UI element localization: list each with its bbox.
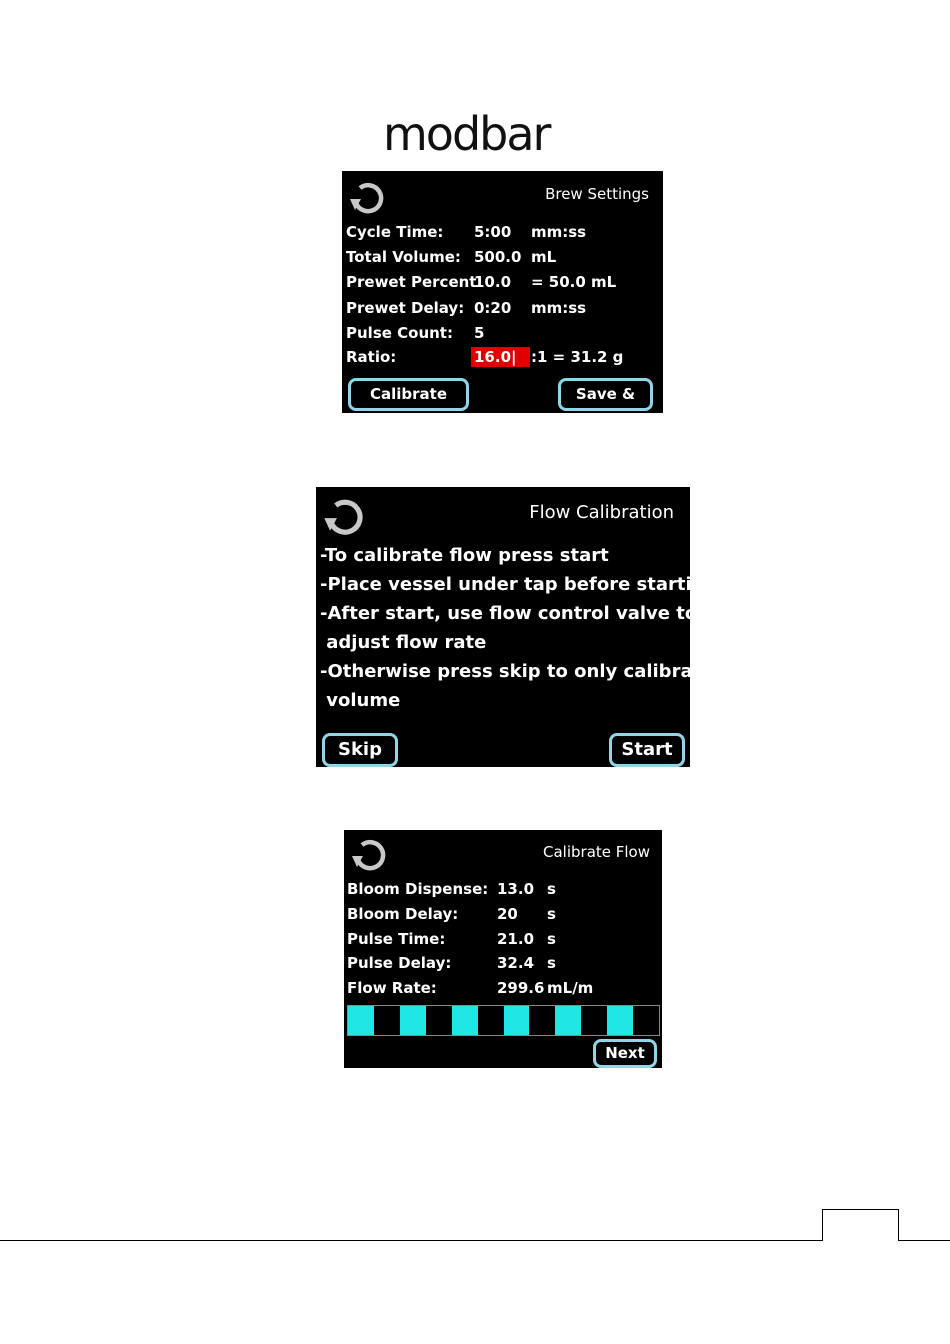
- instruction-line: -To calibrate flow press start: [320, 545, 609, 566]
- calibration-value: 32.4: [497, 954, 535, 972]
- modbar-logo: modbar: [383, 107, 550, 161]
- page-number-box-right: [898, 1209, 899, 1241]
- calibration-unit: s: [547, 930, 556, 948]
- flow-calibration-screen: [316, 487, 718, 767]
- setting-unit: mL: [531, 248, 557, 266]
- progress-segment: [348, 1006, 374, 1035]
- progress-segment: [374, 1006, 400, 1035]
- instruction-line: -After start, use flow control valve to: [320, 603, 698, 624]
- calibration-unit: s: [547, 954, 556, 972]
- footer-rule: [0, 1240, 822, 1241]
- calibration-unit: s: [547, 905, 556, 923]
- calibration-label: Flow Rate:: [347, 979, 437, 997]
- flow-progress-bar: [347, 1005, 660, 1036]
- page-number-box-top: [822, 1209, 898, 1210]
- setting-label: Prewet Delay:: [346, 299, 465, 317]
- calibration-label: Bloom Delay:: [347, 905, 459, 923]
- progress-segment: [452, 1006, 478, 1035]
- instruction-line: -Place vessel under tap before starting: [320, 574, 718, 595]
- start-button[interactable]: Start: [609, 733, 685, 767]
- instruction-line: -Otherwise press skip to only calibrate: [320, 661, 714, 682]
- progress-segment: [607, 1006, 633, 1035]
- save-exit-button[interactable]: Save & Exit: [558, 378, 653, 411]
- setting-label: Prewet Percent:: [346, 273, 483, 291]
- progress-segment: [529, 1006, 555, 1035]
- calibrate-button[interactable]: Calibrate: [348, 378, 469, 411]
- setting-value[interactable]: 5:00: [474, 223, 512, 241]
- setting-unit: mm:ss: [531, 223, 587, 241]
- progress-segment: [581, 1006, 607, 1035]
- screen-title: Flow Calibration: [529, 502, 674, 523]
- setting-value[interactable]: 10.0: [474, 273, 512, 291]
- refresh-icon[interactable]: [322, 495, 368, 539]
- calibration-label: Pulse Delay:: [347, 954, 452, 972]
- refresh-icon[interactable]: [348, 179, 388, 217]
- setting-label: Total Volume:: [346, 248, 461, 266]
- instruction-line: volume: [320, 690, 401, 711]
- setting-unit: mm:ss: [531, 299, 587, 317]
- calibration-value: 21.0: [497, 930, 535, 948]
- refresh-icon[interactable]: [350, 836, 390, 874]
- calibration-unit: s: [547, 880, 556, 898]
- ratio-input[interactable]: 16.0|: [471, 347, 530, 367]
- calibration-label: Pulse Time:: [347, 930, 446, 948]
- ratio-label: Ratio:: [346, 348, 397, 366]
- setting-label: Pulse Count:: [346, 324, 453, 342]
- progress-segment: [478, 1006, 504, 1035]
- ratio-unit: :1 = 31.2 g: [531, 348, 624, 366]
- progress-segment: [555, 1006, 581, 1035]
- skip-button[interactable]: Skip: [322, 733, 398, 767]
- calibrate-flow-screen: [344, 830, 662, 1068]
- setting-value[interactable]: 5: [474, 324, 485, 342]
- progress-segment: [504, 1006, 530, 1035]
- progress-segment: [633, 1006, 659, 1035]
- page-number-box-left: [822, 1209, 823, 1241]
- calibration-value: 20: [497, 905, 518, 923]
- setting-value[interactable]: 500.0: [474, 248, 522, 266]
- setting-unit: = 50.0 mL: [531, 273, 617, 291]
- calibration-value: 13.0: [497, 880, 535, 898]
- instruction-line: adjust flow rate: [320, 632, 487, 653]
- brew-settings-screen: [342, 171, 663, 430]
- setting-label: Cycle Time:: [346, 223, 444, 241]
- setting-value[interactable]: 0:20: [474, 299, 512, 317]
- footer-rule-right: [898, 1240, 950, 1241]
- calibration-label: Bloom Dispense:: [347, 880, 489, 898]
- calibration-unit: mL/m: [547, 979, 594, 997]
- progress-segment: [426, 1006, 452, 1035]
- screen-title: Calibrate Flow: [543, 843, 650, 861]
- next-button[interactable]: Next: [593, 1039, 657, 1068]
- progress-segment: [400, 1006, 426, 1035]
- screen-title: Brew Settings: [545, 185, 649, 203]
- calibration-value: 299.6: [497, 979, 545, 997]
